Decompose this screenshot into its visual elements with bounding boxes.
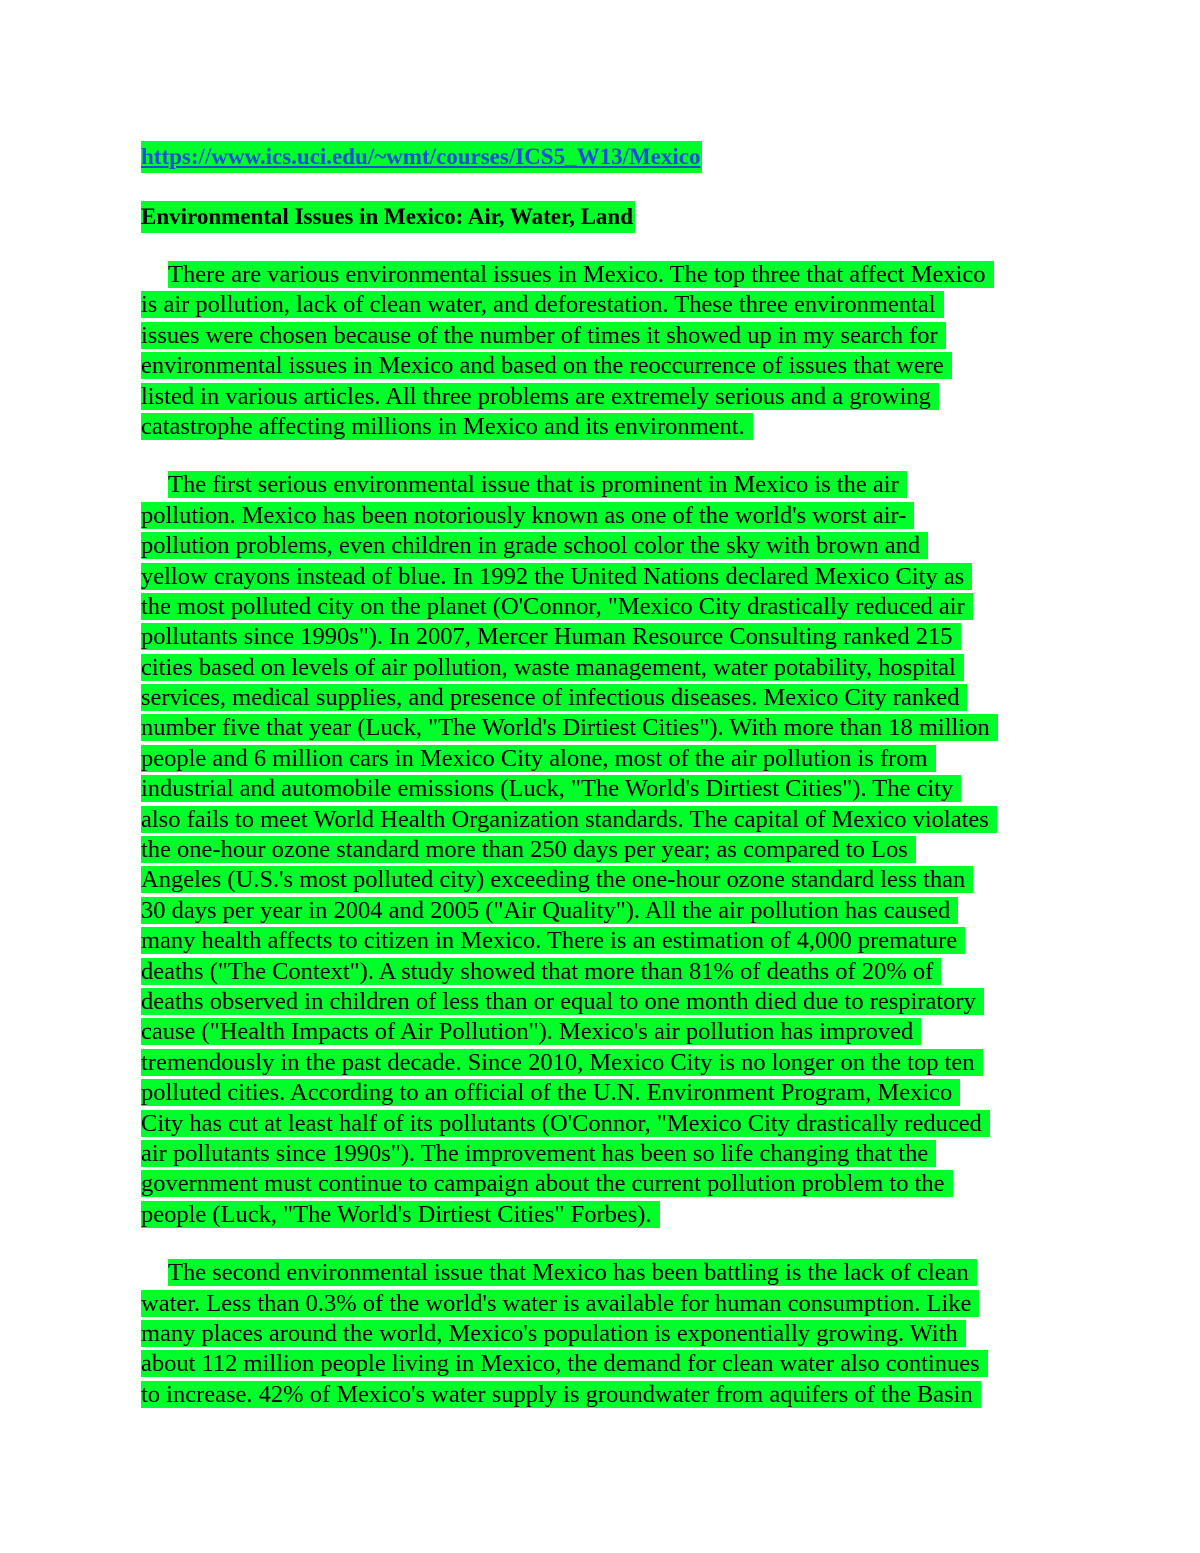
- paragraph-line: government must continue to campaign about the current pollution problem to the: [141, 1169, 1061, 1199]
- paragraph-line: number five that year (Luck, "The World's Dirtiest Cities"). With more than 18 million: [141, 713, 1061, 743]
- paragraph-line: The second environmental issue that Mexico has been battling is the lack of clean: [141, 1258, 1061, 1288]
- paragraph-intro: [141, 260, 1061, 442]
- document-title: [141, 202, 1061, 236]
- paragraph-line: deaths ("The Context"). A study showed that more than 81% of deaths of 20% of: [141, 957, 1061, 987]
- paragraph-line: to increase. 42% of Mexico's water supply is groundwater from aquifers of the Basin: [141, 1380, 1061, 1410]
- paragraph-air-pollution: [141, 470, 1061, 1230]
- paragraph-line: There are various environmental issues in Mexico. The top three that affect Mexico: [141, 260, 1061, 290]
- document-page: [141, 142, 1061, 1410]
- paragraph-line: services, medical supplies, and presence of infectious diseases. Mexico City ranked: [141, 683, 1061, 713]
- source-link-line: [141, 142, 1061, 176]
- paragraph-line: pollution. Mexico has been notoriously known as one of the world's worst air-: [141, 501, 1061, 531]
- paragraph-line: people and 6 million cars in Mexico City alone, most of the air pollution is from: [141, 744, 1061, 774]
- paragraph-line: is air pollution, lack of clean water, and deforestation. These three environmental: [141, 290, 1061, 320]
- paragraph-line: many health affects to citizen in Mexico. There is an estimation of 4,000 premature: [141, 926, 1061, 956]
- paragraph-line: 30 days per year in 2004 and 2005 ("Air Quality"). All the air pollution has caused: [141, 896, 1061, 926]
- paragraph-line: people (Luck, "The World's Dirtiest Cities" Forbes).: [141, 1200, 1061, 1230]
- paragraph-line: catastrophe affecting millions in Mexico and its environment.: [141, 412, 1061, 442]
- paragraph-line: environmental issues in Mexico and based on the reoccurrence of issues that were: [141, 351, 1061, 381]
- paragraph-line: also fails to meet World Health Organization standards. The capital of Mexico violates: [141, 805, 1061, 835]
- paragraph-line: about 112 million people living in Mexico, the demand for clean water also continues: [141, 1349, 1061, 1379]
- paragraph-line: cities based on levels of air pollution, waste management, water potability, hospital: [141, 653, 1061, 683]
- paragraph-line: The first serious environmental issue that is prominent in Mexico is the air: [141, 470, 1061, 500]
- paragraph-line: deaths observed in children of less than or equal to one month died due to respiratory: [141, 987, 1061, 1017]
- paragraph-line: tremendously in the past decade. Since 2010, Mexico City is no longer on the top ten: [141, 1048, 1061, 1078]
- paragraph-line: pollution problems, even children in grade school color the sky with brown and: [141, 531, 1061, 561]
- paragraph-line: City has cut at least half of its pollutants (O'Connor, "Mexico City drastically reduced: [141, 1109, 1061, 1139]
- paragraph-line: polluted cities. According to an official of the U.N. Environment Program, Mexico: [141, 1078, 1061, 1108]
- paragraph-line: issues were chosen because of the number of times it showed up in my search for: [141, 321, 1061, 351]
- paragraph-line: many places around the world, Mexico's population is exponentially growing. With: [141, 1319, 1061, 1349]
- paragraph-line: industrial and automobile emissions (Luck, "The World's Dirtiest Cities"). The city: [141, 774, 1061, 804]
- paragraph-line: cause ("Health Impacts of Air Pollution"). Mexico's air pollution has improved: [141, 1017, 1061, 1047]
- paragraph-line: Angeles (U.S.'s most polluted city) exceeding the one-hour ozone standard less than: [141, 865, 1061, 895]
- document-title-text: Environmental Issues in Mexico: Air, Water, Land: [141, 201, 635, 233]
- paragraph-line: the one-hour ozone standard more than 250 days per year; as compared to Los: [141, 835, 1061, 865]
- paragraph-line: the most polluted city on the planet (O'Connor, "Mexico City drastically reduced air: [141, 592, 1061, 622]
- paragraph-line: air pollutants since 1990s"). The improvement has been so life changing that the: [141, 1139, 1061, 1169]
- paragraph-clean-water: [141, 1258, 1061, 1410]
- paragraph-line: water. Less than 0.3% of the world's water is available for human consumption. Like: [141, 1289, 1061, 1319]
- source-link[interactable]: https://www.ics.uci.edu/~wmt/courses/ICS5_W13/Mexico: [141, 141, 702, 173]
- paragraph-line: yellow crayons instead of blue. In 1992 the United Nations declared Mexico City as: [141, 562, 1061, 592]
- paragraph-line: listed in various articles. All three problems are extremely serious and a growing: [141, 382, 1061, 412]
- paragraph-line: pollutants since 1990s"). In 2007, Mercer Human Resource Consulting ranked 215: [141, 622, 1061, 652]
